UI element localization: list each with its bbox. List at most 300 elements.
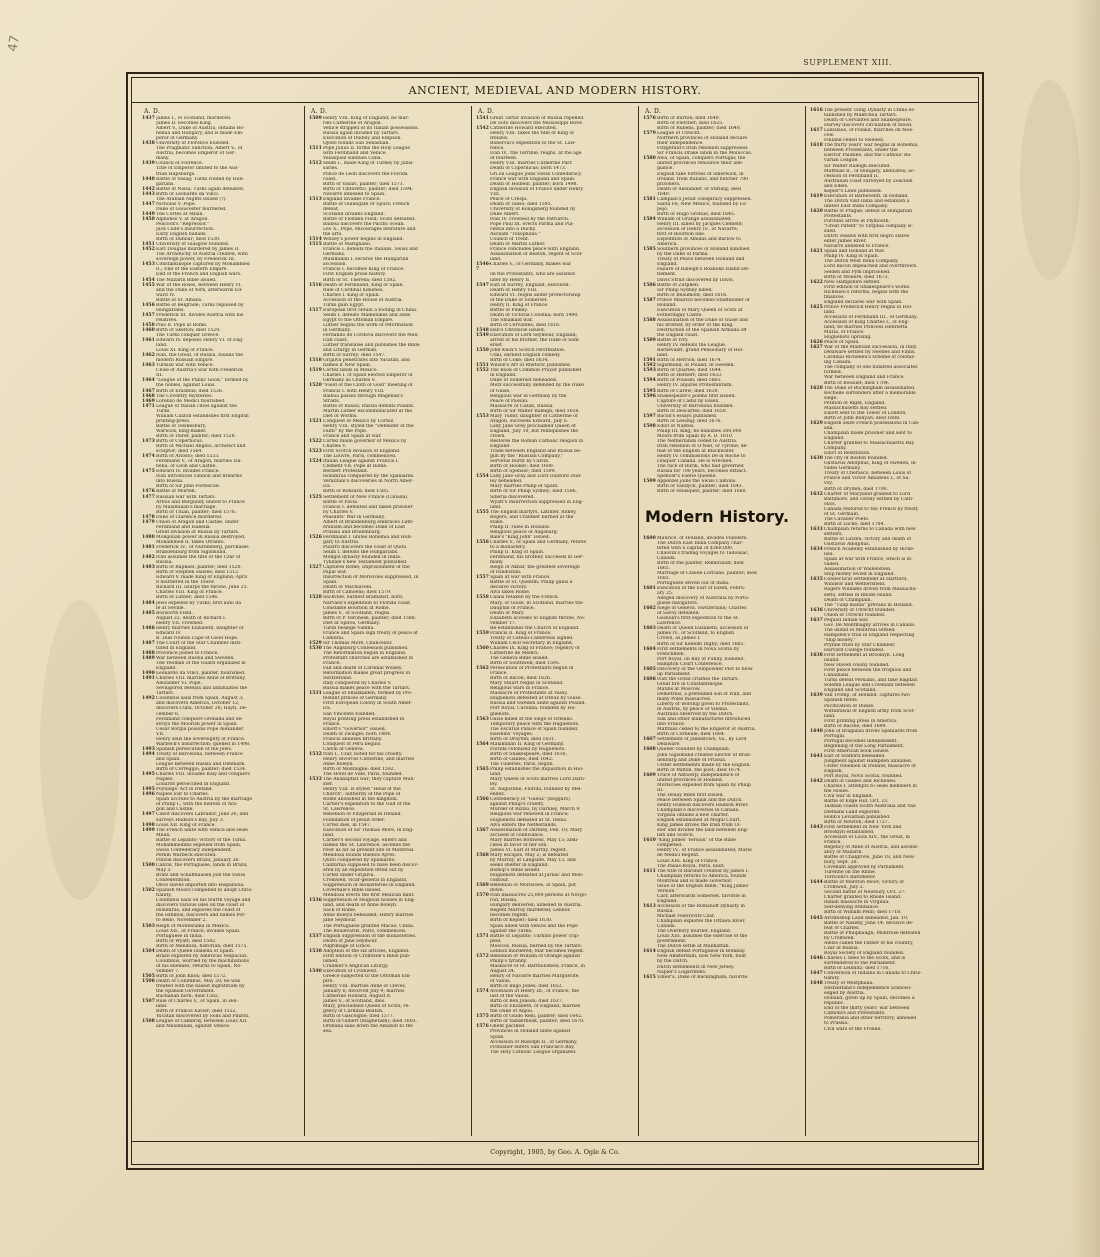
entry-text: ster and divides the land between Eng-: [657, 828, 749, 834]
entry-year: 1461: [142, 338, 155, 344]
entry-text: Buchanan born; died 1582.: [156, 994, 220, 1000]
entry-text: Scotland invades England.: [323, 211, 385, 217]
entry-text: America.: [657, 242, 678, 248]
entry-year: 1486: [142, 625, 155, 631]
entry-text: The Cortes at Milan.: [156, 211, 204, 217]
entry-text: coast.: [323, 176, 337, 182]
entry-text: many.: [490, 560, 504, 566]
entry-text: Duke of Somerset beheaded.: [490, 378, 558, 384]
history-entry: [309, 1029, 467, 1034]
entry-text: Birth of Copernicus.: [156, 439, 204, 444]
entry-text: The Court of the Star Chamber insti-: [156, 640, 242, 646]
entry-text: Conquest of Mexico by Cortez.: [323, 418, 395, 424]
entry-year: 1489: [142, 656, 155, 662]
entry-text: Charles V.: [323, 444, 347, 450]
entry-text: The Pragmatic Sanction; Albert V., of: [156, 146, 243, 152]
entry-text: Indian massacre in Virginia.: [824, 900, 890, 906]
entry-year: 1616: [810, 108, 823, 113]
entry-text: on the Protestants, who are assisted: [490, 272, 575, 278]
entry-text: Maximilian I. secures the Hungarian: [323, 257, 409, 263]
entry-text: Council of Trent.: [490, 237, 530, 243]
columns-container: [138, 106, 972, 1136]
entry-text: William of Orange assassinated.: [657, 216, 732, 222]
entry-text: discovers Cuba, October 28; Hayti, De-: [156, 706, 248, 712]
entry-text: The present Tsing Dynasty in China es-: [824, 108, 916, 113]
entry-text: Birth of Dunbar; died 1530.: [156, 237, 221, 243]
history-entry: [476, 1050, 634, 1055]
entry-text: Rome abolished in the kingdom.: [323, 797, 399, 803]
entry-text: republic.: [824, 1001, 845, 1007]
entry-text: English defeat Portuguese in Bombay.: [657, 949, 746, 955]
entry-text: The Dutch visit India and establish a: [824, 198, 910, 204]
entry-text: defeat.: [323, 206, 340, 212]
entry-text: James IV., of Scotland, to English: [657, 631, 735, 637]
entry-text: by Murray, at Langside, May 13, and: [490, 857, 576, 863]
entry-text: Spencer's Faerie Queene.: [657, 474, 717, 480]
entry-text: and Maximilian, against Venice.: [156, 1024, 231, 1030]
entry-text: Leo X., Pope, encourages literature and: [323, 227, 416, 233]
entry-text: Birth of Moliere; died 1673.: [824, 274, 889, 280]
entry-text: Royal Society of England founded.: [824, 950, 905, 956]
entry-text: Alphonso V. at Aragon.: [156, 216, 209, 222]
entry-year: 1477: [142, 494, 155, 500]
entry-text: Faith" by the Pope.: [323, 428, 368, 434]
entry-text: by Maximilian's marriage.: [156, 504, 217, 510]
entry-text: Battle of Pavia.: [323, 499, 359, 505]
entry-text: Irish rebellion of O'Niel, or Tyrone; de-: [657, 444, 748, 450]
entry-text: conquer Canada. He is wrecked.: [657, 459, 733, 465]
entry-text: Swiss Confederacy independent.: [156, 847, 233, 853]
entry-text: hemia and Hungary, and is made Em-: [156, 131, 244, 137]
ad-label: A. D.: [478, 108, 495, 115]
entry-text: to Bello, November 2.: [156, 918, 207, 924]
entry-year: 1487: [142, 640, 155, 646]
entry-year: 1511: [309, 146, 322, 152]
entry-text: Birth of John Bunyan; died 1688.: [824, 415, 901, 421]
entry-text: Mary, proclaimed Queen of Scots; re-: [323, 1004, 410, 1010]
entry-text: Rebellion of William of Orange against: [490, 953, 581, 959]
entry-year: 1526: [309, 534, 322, 540]
entry-text: Rochelle surrenders after a memorable: [824, 390, 916, 396]
entry-text: first of Bourbon line.: [657, 232, 706, 238]
entry-text: Francis annexes Brittany.: [323, 736, 383, 742]
entry-text: Henry sells the sovereignty of France.: [156, 736, 246, 742]
entry-text: Birth of Cervantes; died 1616.: [490, 322, 561, 328]
entry-text: Death of Galileo and Richelieu.: [824, 779, 897, 785]
entry-text: Mary Stuart reigns in Scotland.: [490, 681, 564, 687]
entry-text: ica.: [323, 706, 332, 712]
entry-text: Birth of Carew; died 1639.: [657, 388, 720, 394]
entry-text: Once slaves imported into Hispaniola.: [156, 883, 245, 889]
entry-text: University of Florence founded.: [156, 141, 230, 147]
entry-year: 1557: [476, 575, 489, 581]
entry-text: with Ferdinand and Venice.: [323, 151, 387, 157]
entry-text: Birth of Descartes; died 1650.: [657, 408, 728, 414]
entry-text: Russia and Sweden unite against Poland.: [490, 701, 586, 707]
entry-text: Mary Tudor, daughter of Catherine of: [490, 413, 578, 419]
entry-year: 1518: [309, 358, 322, 364]
entry-text: Champlain made prisoner and sent to: [824, 431, 912, 436]
entry-text: England.: [657, 262, 678, 268]
entry-text: Greece subjected to the Ottoman Em-: [323, 973, 412, 979]
entry-text: The Netherlands ceded to Austria.: [657, 439, 738, 444]
entry-text: II.; End of the Eastern Empire.: [156, 267, 228, 273]
entry-text: Louis XII. King of France.: [156, 822, 216, 828]
entry-year: 1467: [142, 388, 155, 394]
entry-text: Death of Cervantes and Shakespeare.: [824, 118, 913, 124]
entry-text: Roberval's expedition to the St. Law-: [490, 141, 577, 147]
entry-year: 1639: [810, 693, 823, 699]
entry-text: Birth of Inigo Jones; died 1652.: [490, 984, 563, 990]
paper-stain: [40, 600, 120, 900]
entry-text: tered with a capital of $360,000.: [657, 545, 734, 551]
copyright-text: Copyright, 1905, by Geo. A. Ogle & Co.: [490, 1148, 620, 1156]
entry-text: lish and Scotch.: [657, 833, 695, 839]
entry-text: Charles V., of Germany, makes war: [490, 262, 572, 268]
entry-text: Dauphin of France.: [490, 605, 535, 611]
entry-year: 1528: [309, 595, 322, 601]
entry-year: 1516: [309, 282, 322, 288]
entry-text: modern Russian Empire.: [156, 358, 214, 364]
entry-text: Navarre annexed to France.: [824, 244, 890, 250]
entry-year: 1607: [643, 737, 656, 743]
entry-year: 1597: [643, 413, 656, 419]
entry-text: France concludes peace with England.: [490, 247, 581, 253]
entry-text: Birth of Galileo; died 1642.: [490, 756, 554, 762]
entry-text: Columbus sails from Spain, August 3;: [156, 696, 244, 702]
entry-text: The Book of Common Prayer published: [490, 368, 582, 374]
entry-text: Francis I. with Henry VIII.: [323, 388, 385, 394]
entry-text: Germany as Charles V.: [323, 378, 376, 384]
entry-year: 1617: [810, 128, 823, 134]
entry-text: of the Duke of Somerset.: [490, 297, 549, 303]
entry-text: Nicholas V. Pope.: [156, 201, 197, 207]
entry-text: Battle of Ivry.: [657, 338, 689, 344]
entry-year: 1560: [476, 645, 489, 651]
entry-text: The Mazarin Bible issued.: [156, 277, 217, 283]
entry-text: ley.: [490, 782, 498, 788]
entry-text: Matthias II., of Hungary, abdicates; ac-: [824, 168, 915, 174]
entry-text: the House.: [824, 789, 850, 795]
entry-text: Columbus, worried by the machinations: [156, 958, 250, 964]
entry-text: England.: [657, 898, 678, 904]
entry-text: Charles I. King of Spain.: [323, 292, 381, 298]
entry-text: Spain at war with France.: [490, 575, 551, 581]
entry-text: by the Dutch.: [657, 959, 689, 965]
entry-text: Appenzel joins the Swiss Cantons.: [657, 479, 737, 485]
entry-year: 1609: [643, 772, 656, 778]
entry-text: Persecution of Protestants begun in: [490, 666, 574, 672]
entry-year: 1460: [142, 327, 155, 333]
entry-text: Birth of Francis Xavier; died 1552.: [156, 1009, 237, 1015]
entry-text: Huguenots defeated at St. Denis.: [490, 817, 568, 823]
entry-text: VIII.: [490, 191, 501, 197]
entry-text: Selim I., made King of Turkey by Janis-: [323, 161, 414, 167]
entry-text: Sackville, earliest dramatist, born.: [323, 595, 404, 601]
entry-text: Santa Fe, New Mexico, founded by Es-: [657, 201, 748, 207]
entry-text: Sigismund, of Poland, in Sweden.: [657, 363, 735, 369]
entry-text: League between Russia and Denmark.: [156, 762, 246, 767]
entry-text: Cortez dies, in 1547.: [323, 822, 372, 828]
entry-year: 1458: [142, 322, 155, 328]
ad-label: A. D.: [311, 108, 328, 115]
entry-text: De Soto discovers the Mississippi River.: [490, 121, 584, 127]
entry-year: 1502: [142, 888, 155, 894]
entry-text: Pope Paul III. erects Parma and Pla-: [490, 221, 574, 227]
entry-text: land.: [824, 713, 836, 719]
entry-year: 1547: [476, 282, 489, 288]
entry-year: [309, 1029, 323, 1034]
entry-text: Russia.: [657, 908, 674, 914]
entry-text: in Germany.: [323, 327, 351, 333]
entry-text: Religious peace of Augsburg.: [490, 529, 559, 535]
entry-text: Fotheringay Castle.: [657, 312, 703, 318]
entry-text: river as far as present site of Montreal.: [323, 847, 415, 853]
entry-text: stake.: [490, 519, 504, 525]
entry-text: Aragon, succeeds Edward, July 6.: [490, 418, 569, 424]
entry-text: Conversion of Indians in Canada to Chris-: [824, 971, 922, 977]
entry-text: land.: [490, 504, 502, 510]
entry-year: 1644: [810, 880, 823, 886]
entry-text: Pinzon discovers Brazil, January 26.: [156, 857, 240, 863]
entry-year: 1538: [309, 948, 322, 954]
entry-text: Lady Jane Grey proclaimed Queen of: [490, 423, 576, 429]
entry-text: Philip's tyranny.: [490, 958, 528, 964]
entry-text: up Parliament.: [657, 671, 692, 677]
entry-text: Southern provinces of Holland subdued: [657, 247, 750, 253]
entry-text: Columbus sails on his fourth voyage and: [156, 898, 251, 904]
entry-text: Louis XII., of France, invades Spain.: [156, 928, 241, 934]
entry-year: 1451: [142, 242, 155, 248]
entry-text: Harvard College founded.: [824, 648, 885, 654]
entry-text: of Hindostan.: [490, 570, 522, 576]
entry-text: land.: [156, 343, 168, 349]
entry-text: Issue of the English Bible, "King James': [657, 883, 750, 889]
entry-text: Florida colonized by Huguenots.: [490, 746, 566, 752]
entry-text: feat of Charles.: [824, 925, 860, 931]
entry-year: 1509: [309, 116, 322, 121]
entry-text: Ascham "Toxophilus.": [490, 232, 541, 238]
entry-text: denburg and Duke of Prussia.: [657, 757, 727, 763]
entry-text: Death of Queen Isabella of Spain.: [156, 948, 235, 954]
entry-text: Artois and Burgundy united to France: [156, 499, 245, 505]
entry-year: 1611: [643, 868, 656, 874]
entry-text: Frederick III. divides Austria with his: [156, 312, 244, 318]
entry-text: sued.: [824, 229, 837, 235]
entry-text: Philip IV. King of Spain.: [824, 254, 880, 260]
entry-text: ican coast.: [323, 338, 348, 344]
entry-text: Birth of Locke; died 1704.: [824, 521, 885, 527]
entry-text: Duke of Clarence murdered.: [156, 514, 223, 520]
entry-text: Anne Boleyn.: [323, 762, 354, 767]
entry-text: Withdrawal of English army from Scot-: [824, 708, 915, 714]
entry-text: of his enemies, returns to Spain, No-: [156, 963, 242, 969]
entry-text: William Caxton establishes first English: [156, 413, 249, 419]
entry-text: Matins at Moscow.: [657, 686, 701, 692]
entry-text: his brother, by order of the King.: [657, 322, 734, 328]
entry-text: Birth of Milton, the poet; died 1674.: [657, 767, 742, 773]
entry-text: Cromwell, vicar-general in England.: [323, 878, 408, 884]
entry-text: Execution of Mary Queen of Scots at: [657, 307, 743, 313]
entry-text: Champlain returns to Canada with new: [824, 526, 916, 532]
entry-text: Orellana sails down the Amazon to the: [323, 1024, 414, 1030]
history-column: [806, 106, 972, 1136]
entry-text: Champlain explores the Ottawa River,: [657, 919, 746, 925]
entry-text: Hobb's Leviathan published.: [824, 814, 891, 820]
entry-year: 1549: [476, 333, 489, 339]
entry-year: 1564: [476, 741, 489, 747]
entry-year: 1621: [810, 249, 823, 255]
title-rule: [132, 102, 978, 103]
entry-text: Peace of Crespi.: [490, 196, 528, 202]
entry-year: [476, 1050, 490, 1055]
entry-year: 1525: [309, 494, 322, 500]
entry-text: Campian's Jesuit conspiracy suppressed.: [657, 196, 753, 202]
entry-text: Civil wars of the Fronde.: [824, 1026, 882, 1032]
entry-year: 1571: [476, 933, 489, 939]
entry-text: Chauvin's trading voyages to Tadousac,: [657, 550, 750, 556]
entry-text: The Dutch East India Company char-: [657, 540, 744, 546]
entry-text: John Sigismund created Elector of Bran-: [657, 752, 752, 758]
entry-text: Francis II. King of France.: [490, 630, 552, 636]
entry-text: Henry III. killed by Jacques Clement;: [657, 221, 744, 227]
history-entry: [142, 1024, 300, 1029]
entry-text: The Hotel de Ville, Paris, founded.: [323, 772, 403, 778]
entry-text: Peace of Passau.: [490, 398, 529, 404]
entry-text: The Coventry mysteries.: [156, 393, 213, 399]
entry-text: Spain allied with Venice and the Pope: [490, 923, 578, 929]
entry-year: 1468: [142, 393, 155, 399]
entry-text: Royal printing press established in: [323, 716, 405, 722]
entry-text: Religious wars in France.: [490, 686, 550, 692]
entry-text: Treaty of Barcelona, between France: [156, 751, 243, 757]
entry-text: Lawrence.: [657, 621, 682, 627]
entry-text: France and Spain sign treaty of peace at: [323, 630, 418, 636]
entry-text: Charles IX. King of France; regency of: [490, 645, 580, 651]
entry-text: government.: [657, 939, 687, 945]
entry-text: seeks shelter in England.: [490, 862, 549, 868]
history-entry: [643, 489, 801, 494]
entry-text: Hungarians.: [156, 307, 185, 313]
entry-text: land.: [323, 832, 335, 838]
entry-text: Birth of Surrey; died 1547.: [323, 353, 386, 359]
entry-year: 1600: [643, 535, 656, 541]
entry-year: 1463: [142, 363, 155, 369]
entry-text: Discovery of the Gunpowder Plot to blow: [657, 666, 753, 672]
entry-text: contour.: [490, 878, 510, 884]
entry-text: Treaty of Peace between Holland and: [657, 257, 745, 263]
entry-text: Island.: [824, 658, 840, 664]
entry-text: rod, Russia.: [490, 898, 518, 904]
entry-text: Navarre annexed to Spain.: [323, 191, 386, 197]
entry-text: Elizabeth accedes to English throne, No-: [490, 615, 586, 621]
entry-text: Insurrection of Moriscoes suppressed, in: [323, 575, 419, 581]
entry-text: Birth of Erasmus; died 1536.: [156, 388, 224, 394]
entry-text: Richelieu's reforms, begins with the: [824, 289, 909, 295]
entry-year: 1443: [142, 191, 155, 197]
entry-text: Frobisher enters San Francisco Bay.: [490, 1044, 575, 1050]
entry-text: Mongol dynasty founded in India.: [323, 555, 402, 561]
entry-text: Regency of Anne of Austria, and ascend-: [824, 844, 919, 850]
entry-text: Huguenots defeated at Dreux by Guise.: [490, 696, 583, 702]
entry-text: Birth of Ronsard; died 1585.: [323, 489, 390, 495]
entry-year: 1533: [309, 777, 322, 783]
entry-year: 1488: [142, 650, 155, 656]
entry-text: printing-press.: [156, 418, 191, 424]
entry-text: Mary Queen of Scots marries Lord Darn-: [490, 777, 586, 783]
entry-text: Ferdinand and Isabella.: [156, 524, 212, 530]
entry-text: English take fortress of Smerwick, in: [657, 171, 744, 177]
entry-text: Poynings' Act in Ireland.: [156, 787, 214, 793]
entry-text: surveys Hudson's Bay, July 3.: [156, 817, 225, 823]
entry-text: Ghent pacified.: [490, 1024, 526, 1030]
entry-text: centia into a Duchy.: [490, 227, 537, 233]
entry-text: Brooklyn established.: [824, 829, 875, 835]
entry-year: 1585: [643, 247, 656, 253]
entry-text: Silk and other manufactures introduced: [657, 717, 751, 723]
entry-text: Death of Champlain.: [824, 597, 872, 603]
entry-text: ancy of Mazarin.: [824, 849, 863, 855]
entry-text: Dutch settlements in New Jersey.: [657, 964, 735, 970]
entry-text: The Cavalier Poets.: [824, 516, 870, 522]
entry-text: Archbishop Laud beheaded, Jan. 10.: [824, 915, 909, 921]
entry-text: Francis I. defeats the Italians, Swiss and: [323, 247, 418, 253]
entry-text: Catherine Howard, August 8.: [323, 994, 392, 1000]
entry-year: 1475: [142, 469, 155, 475]
entry-text: France.: [323, 661, 341, 667]
entry-year: 1503: [142, 923, 155, 929]
entry-text: cession of Ferdinand II.: [824, 173, 879, 179]
entry-text: Charles VIII. invades Italy and conquers: [156, 772, 250, 778]
entry-text: arrest of his brother, the Duke of Som-: [490, 338, 581, 344]
history-column: [305, 106, 472, 1136]
entry-text: Henry IV. defeats the League.: [657, 343, 727, 349]
entry-text: August 22, death of Richard I.: [156, 615, 227, 621]
entry-text: Virginia obtains a new charter.: [657, 813, 729, 819]
entry-text: Henry II. King of France.: [490, 302, 549, 308]
entry-year: 1454: [142, 277, 155, 283]
entry-year: 1542: [476, 126, 489, 132]
entry-text: Spain accrues to Austria by the marriage: [156, 797, 253, 803]
entry-text: Birth of Poussin; died 1665.: [657, 378, 722, 384]
entry-text: Treaty of Cateau-Cambresis signed.: [490, 635, 574, 641]
entry-text: Prussia and Bradenburg.: [323, 529, 382, 535]
entry-text: pejo.: [657, 206, 669, 212]
entry-text: of fourteen.: [490, 156, 518, 162]
entry-text: Cranmer's Anglican Liturgy.: [323, 963, 389, 969]
entry-text: "Great Patent" to Virginia company is-: [824, 224, 914, 230]
entry-text: Birth of Correggio, painter; died 1534.: [156, 767, 247, 773]
entry-text: Henry VIII. King of England; he mar-: [323, 116, 410, 121]
entry-year: 1493: [142, 746, 155, 752]
entry-text: The Louvre, Paris, commenced.: [323, 454, 397, 460]
entry-text: Cortez under Grijalva.: [323, 873, 375, 879]
entry-text: Birth of Raphael, painter; died 1520.: [156, 565, 242, 571]
entry-text: Canada restored to the French by treaty: [824, 506, 919, 512]
entry-text: Treaty of Westphalia.: [824, 981, 874, 987]
entry-year: 1581: [643, 196, 656, 202]
entry-text: decisive victory.: [490, 585, 528, 591]
entry-year: 1558: [476, 595, 489, 601]
entry-text: Death of Mary.: [490, 610, 525, 616]
entry-text: Charter granted to Rhode Island.: [824, 895, 902, 901]
entry-text: Murder of Rizzio, by Darnley, March 9.: [490, 807, 581, 813]
entry-text: Massacre of Cazan, Russia.: [490, 403, 554, 409]
entry-text: Execution of Sir Thomas More, in Eng-: [323, 827, 414, 833]
entry-year: 1638: [810, 653, 823, 659]
entry-text: Second battle of Newbury, Oct. 27.: [824, 890, 906, 896]
entry-text: Champlain returns to America, founds: [657, 873, 747, 879]
